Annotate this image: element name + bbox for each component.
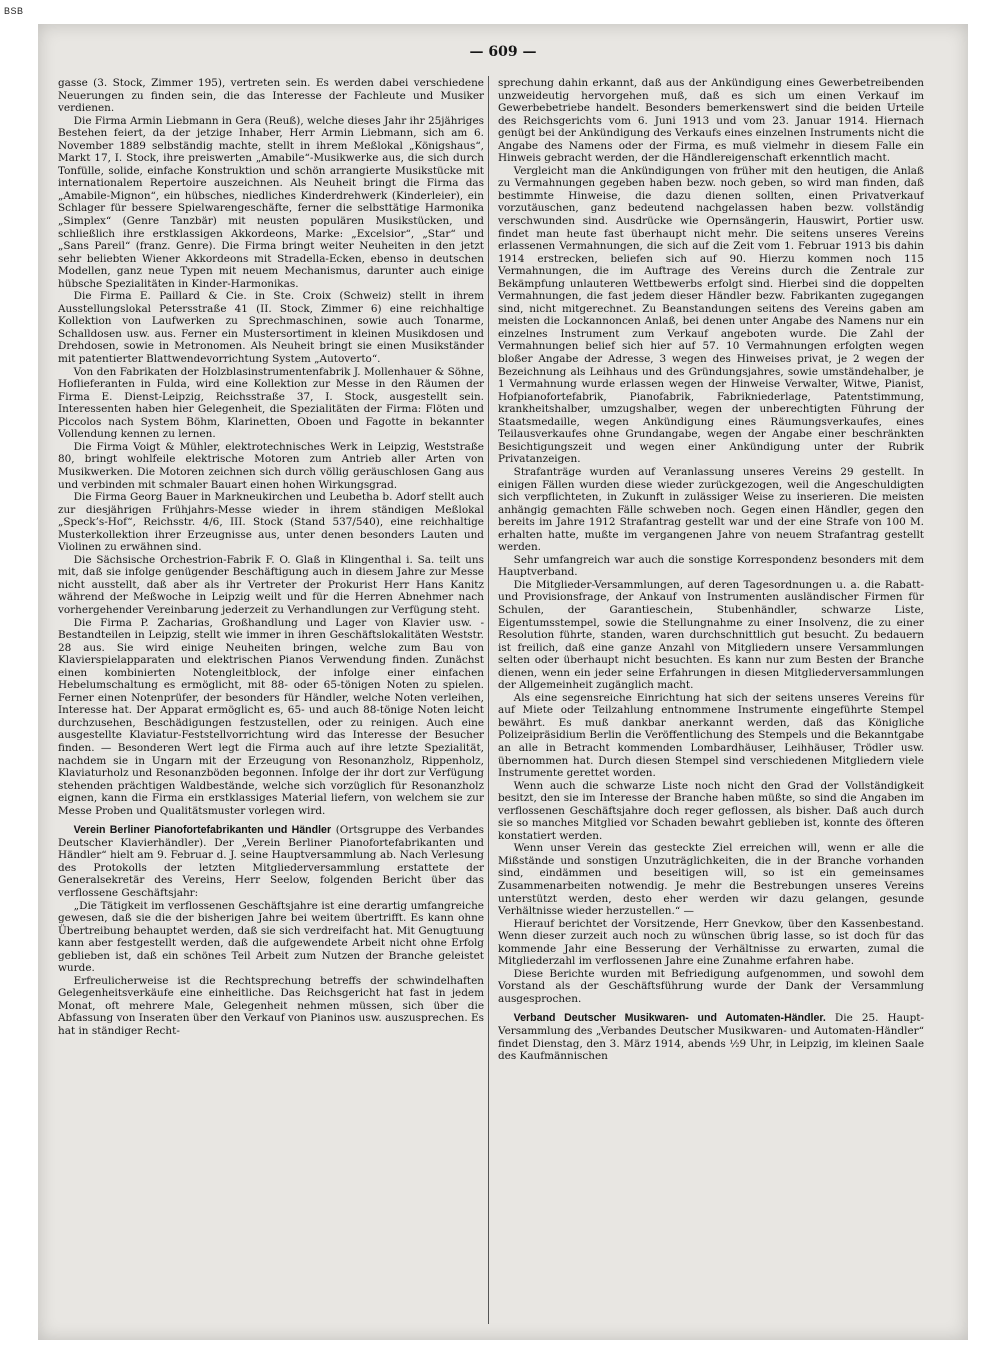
section-heading: Verband Deutscher Musikwaren- und Automaten-Händler. xyxy=(513,1012,826,1025)
article-paragraph: Sehr umfangreich war auch die sonstige Korrespondenz besonders mit dem Hauptverband. xyxy=(498,553,924,579)
left-text-column xyxy=(58,77,484,1322)
newspaper-page xyxy=(38,24,968,1340)
article-paragraph: Die Firma Georg Bauer in Markneukirchen und Leubetha b. Adorf stellt auch zur diesjährigen Frühjahrs-Messe wieder in ihrem ständigen Meßlokal „Speck’s-Hof“, Reichsstr. 4/6, III. Stock (Stand 537/540), eine reichhaltige Musterkollektion ihrer Erzeugnisse aus, unter denen besonders Lauten und Violinen zu erwähnen sind. xyxy=(58,491,484,554)
article-paragraph: Erfreulicherweise ist die Rechtsprechung betreffs der schwindelhaften Gelegenheitsverkäufe eine einheitliche. Das Reichsgericht hat fast in jedem Monat, oft mehrere Male, Gelegenheit nehmen müssen, sich über die Abfassung von Inseraten über den Verkauf von Pianinos usw. auszusprechen. Es hat in ständiger Recht- xyxy=(58,974,484,1038)
article-paragraph: Von den Fabrikaten der Holzblasinstrumentenfabrik J. Mollenhauer & Söhne, Hoflieferanten in Fulda, wird eine Kollektion zur Messe in den Räumen der Firma E. Dienst-Leipzig, Reichsstraße 37, I. Stock, ausgestellt sein. Interessenten haben hier Gelegenheit, die Spezialitäten der Firma: Flöten und Piccolos nach System Böhm, Klarinetten, Oboen und Fagotte in bekannter Vollendung kennen zu lernen. xyxy=(58,365,484,441)
article-paragraph: Die Firma P. Zacharias, Großhandlung und Lager von Klavier usw. -Bestandteilen in Leipzig, stellt wie immer in ihren Geschäftslokalitäten Weststr. 28 aus. Sie wird einige Neuheiten bringen, welche zum Bau von Klavierspielapparaten und elektrischen Pianos Verwendung finden. Zunächst einen kombinierten Notengleitblock, der infolge einer einfachen Hebelumschaltung es ermöglicht, mit 88- oder 65-tönigen Noten zu spielen. Ferner einen Notenprüfer, der besonders für Händler, welche Noten verleihen, Interesse hat. Der Apparat ermöglicht es, 65- und auch 88-tönige Noten leicht durchzusehen, Beschädigungen festzustellen, oder zu reinigen. Auch eine ausgestellte Klaviatur-Feststellvorrichtung wird das Interesse der Besucher finden. — Besonderen Wert legt die Firma auch auf ihre letzte Spezialität, nachdem sie in Ungarn mit der Erzeugung von Resonanzholz, Rippenholz, Klaviaturholz und Resonanzböden begonnen. Infolge der ihr dort zur Verfügung stehenden prächtigen Waldbestände, welche sich vorzüglich für Resonanzholz eignen, kann die Firma ein erstklassiges Material liefern, von welchem sie zur Messe Proben und Qualitätsmuster vorlegen wird. xyxy=(58,616,484,817)
article-paragraph: Wenn unser Verein das gesteckte Ziel erreichen will, wenn er alle die Mißstände und sonstigen Unzuträglichkeiten, die in der Branche vorhanden sind, eindämmen und beseitigen will, so ist ein gemeinsames Zusammenarbeiten notwendig. Je mehr die Bestrebungen unseres Vereins unterstützt werden, desto eher werden wir dazu gelangen, gesunde Verhältnisse wieder herzustellen.“ — xyxy=(498,842,924,918)
article-paragraph: Wenn auch die schwarze Liste noch nicht den Grad der Vollständigkeit besitzt, den sie im Interesse der Branche haben müßte, so sind die Angaben im verflossenen Geschäftsjahre doch reger geflossen, als bisher. Daß auch durch sie so manches Mitglied vor Schaden bewahrt geblieben ist, konnte des öfteren konstatiert werden. xyxy=(498,779,924,842)
article-paragraph: „Die Tätigkeit im verflossenen Geschäftsjahre ist eine derartig umfangreiche gewesen, daß sie die der bisherigen Jahre bei weitem übertrifft. Es kann ohne Übertreibung behauptet werden, daß sie sich verdreifacht hat. Mit Genugtuung kann aber festgestellt werden, daß die aufgewendete Arbeit nicht ohne Erfolg geblieben ist, daß ein schönes Teil Arbeit zum Nutzen der Branche geleistet wurde. xyxy=(58,899,484,975)
article-paragraph: Strafanträge wurden auf Veranlassung unseres Vereins 29 gestellt. In einigen Fällen wurden diese wieder zurückgezogen, weil die Angeschuldigten sich verpflichteten, in Zukunft in zulässiger Weise zu inserieren. Die meisten anhängig gemachten Fälle schweben noch. Gegen einen Händler, gegen den bereits im Jahre 1912 Strafantrag gestellt war und der eine Strafe von 100 M. erhalten hatte, mußte im vergangenen Jahre von neuem Strafantrag gestellt werden. xyxy=(498,465,924,554)
article-paragraph: Als eine segensreiche Einrichtung hat sich der seitens unseres Vereins für auf Miete oder Teilzahlung entnommene Instrumente eingeführte Stempel bewährt. Es muß dankbar anerkannt werden, daß das Königliche Polizeipräsidium Berlin die Veröffentlichung des Stempels und die Bekanntgabe an alle in Betracht kommenden Lombardhäuser, Leihhäuser, Trödler usw. übernommen hat. Durch diesen Stempel sind verschiedenen Mitgliedern viele Instrumente gerettet worden. xyxy=(498,691,924,780)
scan-library-tag: BSB xyxy=(4,6,24,16)
right-text-column xyxy=(498,77,924,1322)
article-paragraph: Die Mitglieder-Versammlungen, auf deren Tagesordnungen u. a. die Rabatt- und Provisionsfrage, der Ankauf von Instrumenten ausländischer Firmen für Schulen, der Garantieschein, Stubenhändler, schwarze Liste, Eigentumsstempel, sowie die Stellungnahme zu einer Insolvenz, die zu einer Resolution führte, standen, waren durchschnittlich gut besucht. Zu bedauern ist freilich, daß eine ganze Anzahl von Mitgliedern unsere Versammlungen selten oder überhaupt nicht besuchten. Es kann nur zum Besten der Branche dienen, wenn ein jeder seine Erfahrungen in diesen Mitgliederversammlungen der Allgemeinheit zugänglich macht. xyxy=(498,578,924,692)
article-paragraph: Vergleicht man die Ankündigungen von früher mit den heutigen, die Anlaß zu Vermahnungen gegeben haben bezw. noch geben, so wird man finden, daß bestimmte Hinweise, die dazu dienen sollten, einen Privatverkauf vorzutäuschen, ganz bedeutend nachgelassen haben bezw. vollständig verschwunden sind. Ausdrücke wie Opernsängerin, Hauswirt, Portier usw. findet man heute fast überhaupt nicht mehr. Die seitens unseres Vereins erlassenen Vermahnungen, die sich auf die Zeit vom 1. Februar 1913 bis dahin 1914 erstrecken, beliefen sich auf 90. Hierzu kommen noch 115 Vermahnungen, die im Auftrage des Vereins durch die Zentrale zur Bekämpfung unlauteren Wettbewerbs erfolgt sind. Hierbei sind die doppelten Vermahnungen, die fast jedem dieser Händler bezw. Fabrikanten zugegangen sind, nicht mitgerechnet. Zu Beanstandungen seitens des Vereins gaben am meisten die Lockannoncen Anlaß, bei denen unter Angabe des Namens nur ein einzelnes Instrument zum Verkauf angeboten wurde. Die Zahl der Vermahnungen belief sich hier auf 57. 10 Vermahnungen erfolgten wegen bloßer Angabe der Adresse, 3 wegen des Hinweises privat, je 2 wegen der Bezeichnung als Leihhaus und des Gründungsjahres, sowie umständehalber, je 1 Vermahnung wurde erlassen wegen der Hinweise Verwalter, Witwe, Pianist, Hofpianofortefabrik, Pianofabrik, Fabrikniederlage, Patentstimmung, krankheitshalber, umzugshalber, wegen der unberechtigten Führung der Staatsmedaille, wegen Ankündigung eines Räumungsverkaufes, eines Teilausverkaufes ohne Grundangabe, wegen der Angabe einer beschränkten Besichtigungszeit und wegen einer Ankündigung unter der Rubrik Privatanzeigen. xyxy=(498,164,924,466)
article-paragraph: Die Firma E. Paillard & Cie. in Ste. Croix (Schweiz) stellt in ihrem Ausstellungslokal Petersstraße 41 (II. Stock, Zimmer 6) eine reichhaltige Kollektion von Laufwerken zu Sprechmaschinen, sowie auch Tonarme, Schalldosen usw. aus. Ferner ein Mustersortiment in kleinen Musikdosen und Drehdosen, sowie in Metronomen. Als Neuheit bringt sie einen Musikständer mit patentierter Blattwendevorrichtung System „Autoverto“. xyxy=(58,290,484,366)
article-paragraph: Die Sächsische Orchestrion-Fabrik F. O. Glaß in Klingenthal i. Sa. teilt uns mit, daß sie infolge genügender Beschäftigung auch in diesem Jahre zur Messe nicht ausstellt, daß aber als ihr Vertreter der Prokurist Herr Hans Kanitz während der Meßwoche in Leipzig weilt und für die Herren Abnehmer nach vorhergehender Vereinbarung jederzeit zu Verhandlungen zur Verfügung steht. xyxy=(58,553,484,616)
section-paragraph xyxy=(58,824,484,899)
section-body: (Ortsgruppe des Verbandes Deutscher Klavierhändler). Der „Verein Berliner Pianofortefabrikanten und Händler“ hielt am 9. Februar d. J. seine Hauptversammlung ab. Nach Verlesung des Protokolls der letzten Mitgliederversammlung erstattete der Generalsekretär des Vereins, Herr Seelow, folgenden Bericht über das verflossene Geschäftsjahr: xyxy=(58,824,484,899)
article-paragraph: Diese Berichte wurden mit Befriedigung aufgenommen, und sowohl dem Vorstand als der Geschäftsführung wurde der Dank der Versammlung ausgesprochen. xyxy=(498,967,924,1005)
article-paragraph: Die Firma Voigt & Mühler, elektrotechnisches Werk in Leipzig, Weststraße 80, bringt wohlfeile elektrische Motoren zum Antrieb aller Arten von Musikwerken. Die Motoren zeichnen sich durch völlig geräuschlosen Gang aus und verbinden mit schmaler Bauart einen hohen Wirkungsgrad. xyxy=(58,440,484,491)
section-paragraph xyxy=(498,1012,924,1062)
section-heading: Verein Berliner Pianofortefabrikanten und Händler xyxy=(73,824,332,837)
column-divider xyxy=(488,76,489,1324)
continued-paragraph: sprechung dahin erkannt, daß aus der Ankündigung eines Gewerbetreibenden unzweideutig hervorgehen muß, daß es sich um einen Verkauf im Gewerbebetriebe handelt. Besonders bemerkenswert sind die beiden Urteile des Reichsgerichts vom 6. Juni 1913 und vom 23. Januar 1914. Hiernach genügt bei der Ankündigung des Verkaufs eines einzelnen Instruments nicht die Angabe des Namens oder der Firma, es muß vielmehr in diesem Falle ein Hinweis gebracht werden, der die Händlereigenschaft erkenntlich macht. xyxy=(498,77,924,165)
article-paragraph: Die Firma Armin Liebmann in Gera (Reuß), welche dieses Jahr ihr 25jähriges Bestehen feiert, da der jetzige Inhaber, Herr Armin Liebmann, sich am 6. November 1889 selbständig machte, stellt in ihrem Meßlokal „Königshaus“, Markt 17, I. Stock, ihre preiswerten „Amabile“-Musikwerke aus, die sich durch Tonfülle, solide, einfache Konstruktion und schön arrangierte Musikstücke mit internationalem Repertoire auszeichnen. Als Neuheit bringt die Firma das „Amabile-Mignon“, ein hübsches, niedliches Kinderdrehwerk (Kinderleier), ein Schlager für bessere Spielwarengeschäfte, ferner die selbsttätige Harmonika „Simplex“ (Genre Tanzbär) mit neusten populären Musikstücken, und schließlich ihre erstklassigen Akkordeons, Marke: „Excelsior“, „Star“ und „Sans Pareil“ (franz. Genre). Die Firma bringt weiter Neuheiten in den jetzt sehr beliebten Wiener Akkordeons mit Stradella-Ecken, ebenso in deutschen Modellen, ganz neue Typen mit neuem Mechanismus, darunter auch einige hübsche Spezialitäten in Kinder-Harmonikas. xyxy=(58,114,484,290)
article-paragraph: Hierauf berichtet der Vorsitzende, Herr Gnevkow, über den Kassenbestand. Wenn dieser zurzeit auch noch zu wünschen übrig lasse, so ist doch für das kommende Jahr eine Besserung der Verhältnisse zu erwarten, zumal die Mitgliederzahl im verflossenen Jahre eine Zunahme erfahren habe. xyxy=(498,917,924,968)
continued-paragraph: gasse (3. Stock, Zimmer 195), vertreten sein. Es werden dabei verschiedene Neuerungen zu finden sein, die das Interesse der Fachleute und Musiker verdienen. xyxy=(58,77,484,115)
page-number: — 609 — xyxy=(469,44,537,60)
section-body: Die 25. Haupt-Versammlung des „Verbandes Deutscher Musikwaren- und Automaten-Händler“ findet Dienstag, den 3. März 1914, abends ½9 Uhr, in Leipzig, im kleinen Saale des Kaufmännischen xyxy=(498,1012,924,1063)
